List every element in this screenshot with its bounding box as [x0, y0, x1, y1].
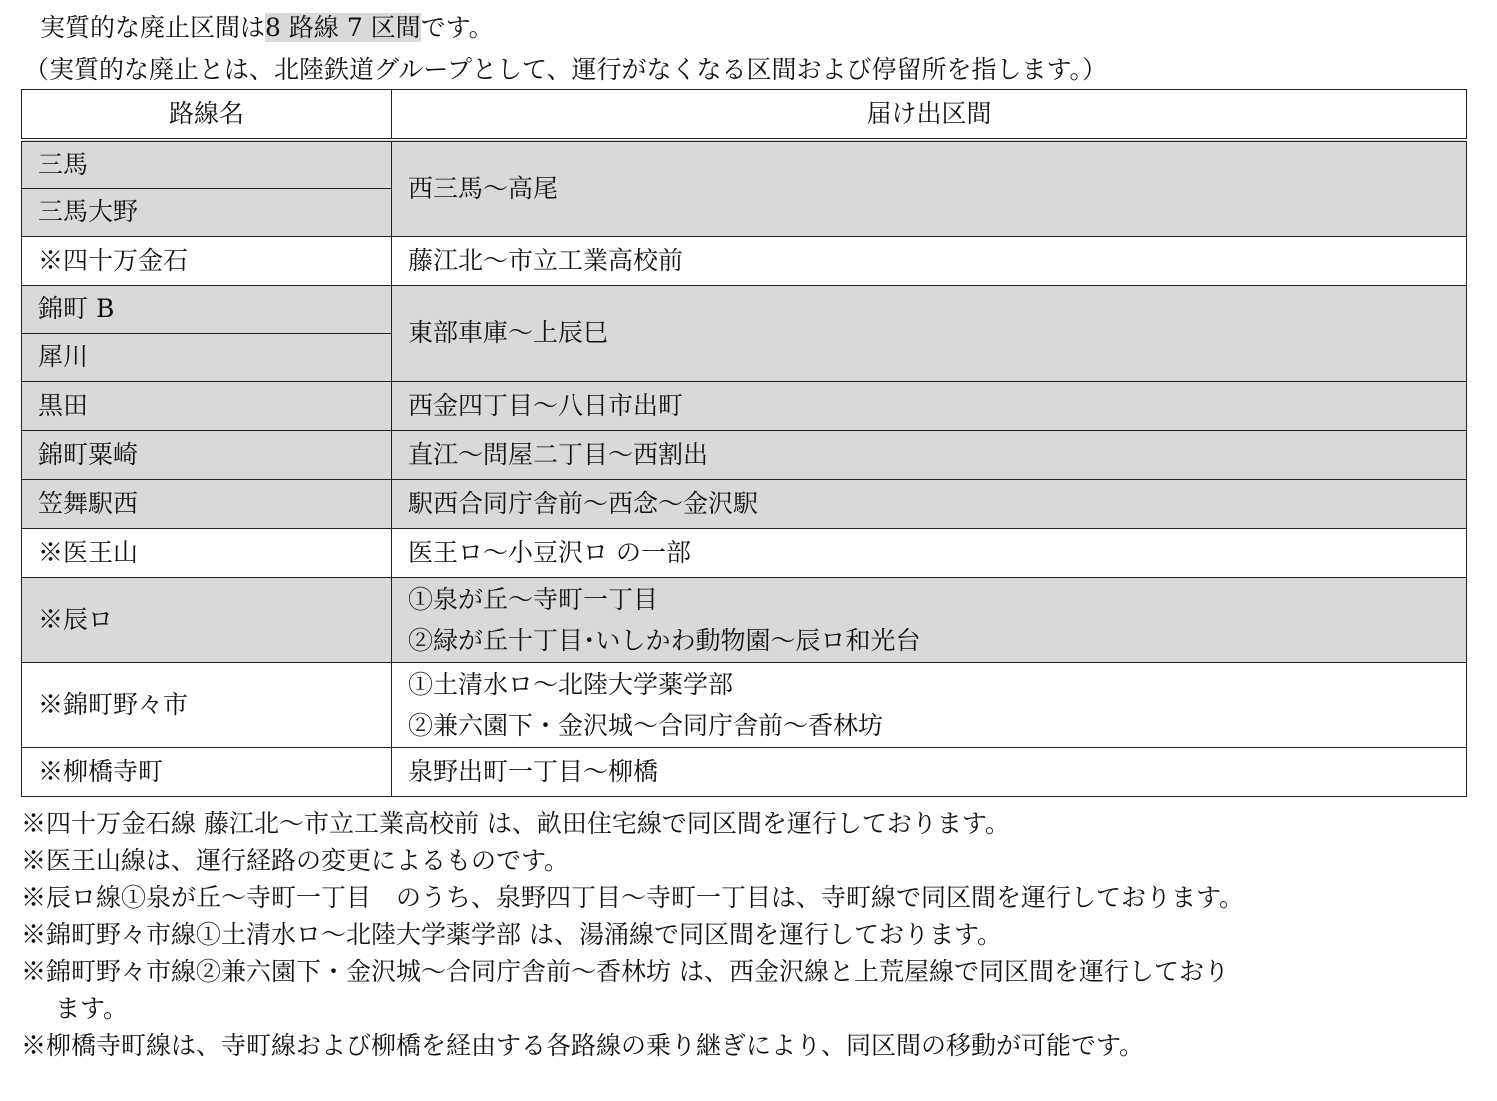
route-cell: 笠舞駅西 [22, 479, 392, 528]
section-cell [392, 577, 1467, 662]
section-line-2: ②緑が丘十丁目･いしかわ動物園～辰ロ和光台 [408, 625, 921, 655]
table-header-row [22, 90, 1467, 141]
section-line-1: ①土清水ロ～北陸大学薬学部 [408, 669, 734, 699]
intro-line-2: （実質的な廃止とは、北陸鉄道グループとして、運行がなくなる区間および停留所を指します。） [24, 55, 1108, 84]
abolished-routes-table [21, 89, 1467, 797]
table-row [22, 381, 1467, 430]
footnote: ※辰ロ線①泉が丘～寺町一丁目 のうち、泉野四丁目～寺町一丁目は、寺町線で同区間を運行しております。 [21, 883, 1245, 912]
section-cell [392, 662, 1467, 747]
section-cell: 駅西合同庁舎前～西念～金沢駅 [392, 479, 1467, 528]
intro-post: です。 [420, 13, 494, 42]
footnote: ※錦町野々市線②兼六園下・金沢城～合同庁舎前～香林坊 は、西金沢線と上荒屋線で同区間を運行しており [21, 957, 1229, 986]
table-row [22, 430, 1467, 479]
footnotes [21, 805, 1491, 1064]
table-row [22, 662, 1467, 747]
table-row [22, 285, 1467, 333]
section-line-2: ②兼六園下・金沢城～合同庁舎前～香林坊 [408, 710, 884, 740]
route-cell: ※四十万金石 [22, 236, 392, 285]
table-row [22, 479, 1467, 528]
route-cell: 黒田 [22, 381, 392, 430]
table-row [22, 747, 1467, 796]
section-cell: 藤江北～市立工業高校前 [392, 236, 1467, 285]
section-cell: 東部車庫～上辰巳 [392, 285, 1467, 381]
section-cell: 泉野出町一丁目～柳橋 [392, 747, 1467, 796]
section-cell: 西三馬～高尾 [392, 140, 1467, 236]
footnote: ※四十万金石線 藤江北～市立工業高校前 は、畝田住宅線で同区間を運行しております。 [21, 809, 1010, 838]
section-cell: 直江～問屋二丁目～西割出 [392, 430, 1467, 479]
section-line-1: ①泉が丘～寺町一丁目 [408, 584, 659, 614]
route-cell: 犀川 [22, 333, 392, 381]
table-row [22, 140, 1467, 188]
route-cell: ※柳橋寺町 [22, 747, 392, 796]
section-cell: 西金四丁目～八日市出町 [392, 381, 1467, 430]
intro-pre: 実質的な廃止区間は [40, 13, 266, 42]
route-cell: 三馬大野 [22, 188, 392, 236]
footnote: ※錦町野々市線①土清水ロ～北陸大学薬学部 は、湯涌線で同区間を運行しております。 [21, 920, 1002, 949]
footnote-continuation: ます。 [55, 994, 129, 1023]
section-cell: 医王ロ～小豆沢ロ の一部 [392, 528, 1467, 577]
table-row [22, 528, 1467, 577]
route-cell: 錦町 B [22, 285, 392, 333]
intro-line-1 [40, 10, 494, 46]
route-cell: ※錦町野々市 [22, 662, 392, 747]
footnote: ※医王山線は、運行経路の変更によるものです。 [21, 846, 570, 875]
intro-highlight: 8 路線 7 区間 [265, 13, 421, 42]
route-cell: 三馬 [22, 140, 392, 188]
header-route-name: 路線名 [22, 90, 392, 141]
header-section: 届け出区間 [392, 90, 1467, 141]
table-row [22, 577, 1467, 662]
route-cell: ※辰ロ [22, 577, 392, 662]
footnote: ※柳橋寺町線は、寺町線および柳橋を経由する各路線の乗り継ぎにより、同区間の移動が可能です。 [21, 1031, 1145, 1060]
table-row [22, 236, 1467, 285]
route-cell: 錦町粟崎 [22, 430, 392, 479]
route-cell: ※医王山 [22, 528, 392, 577]
